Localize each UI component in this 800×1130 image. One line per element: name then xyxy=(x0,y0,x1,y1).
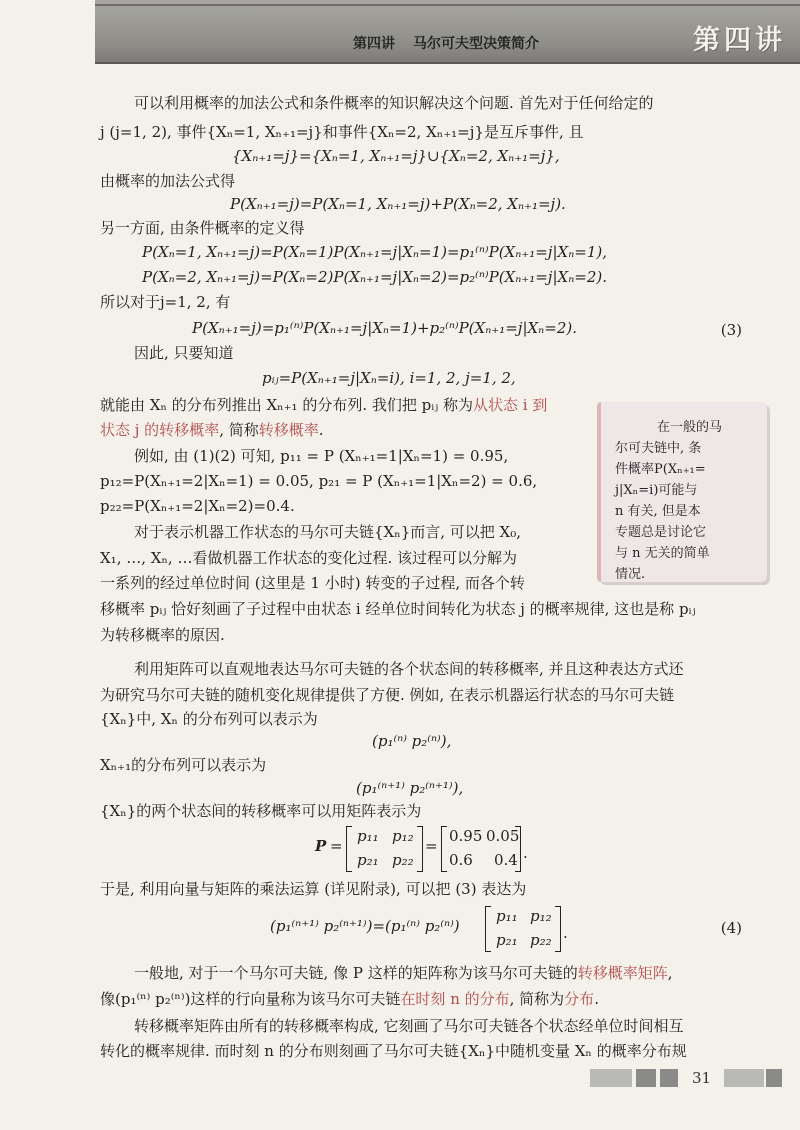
text-span: , xyxy=(667,964,673,982)
text-line: 转移概率矩阵由所有的转移概率构成, 它刻画了马尔可夫链各个状态经单位时间相互 xyxy=(134,1017,684,1035)
formula-line: {Xₙ₊₁=j}={Xₙ=1, Xₙ₊₁=j}∪{Xₙ=2, Xₙ₊₁=j}, xyxy=(232,147,560,165)
matrix-bracket-right xyxy=(515,826,521,872)
formula-line: P(Xₙ₊₁=j)=P(Xₙ=1, Xₙ₊₁=j)+P(Xₙ=2, Xₙ₊₁=j). xyxy=(230,195,566,213)
equals-sign: = xyxy=(330,837,343,855)
text-line: 可以利用概率的加法公式和条件概率的知识解决这个问题. 首先对于任何给定的 xyxy=(134,94,654,112)
header-brush-title: 第四讲 xyxy=(693,25,786,56)
side-note-line: 专题总是讨论它 xyxy=(615,525,707,540)
text-line: 为转移概率的原因. xyxy=(100,626,225,644)
matrix-cell: 0.95 xyxy=(449,827,483,845)
text-span: , 简称 xyxy=(219,421,259,439)
text-line: 转化的概率规律. 而时刻 n 的分布则刻画了马尔可夫链{Xₙ}中随机变量 Xₙ 的概率分布规 xyxy=(100,1042,687,1060)
text-line: 为研究马尔可夫链的随机变化规律提供了方便. 例如, 在表示机器运行状态的马尔可夫链 xyxy=(100,686,675,704)
text-line: 对于表示机器工作状态的马尔可夫链{Xₙ}而言, 可以把 X₀, xyxy=(134,523,522,541)
matrix-bracket-right xyxy=(417,826,423,872)
side-note xyxy=(597,402,767,582)
text-line: {Xₙ}的两个状态间的转移概率可以用矩阵表示为 xyxy=(100,802,422,820)
footer-bar xyxy=(766,1069,782,1087)
side-note-line: j|Xₙ=i)可能与 xyxy=(615,483,698,498)
text-span: 就能由 Xₙ 的分布列推出 Xₙ₊₁ 的分布列. 我们把 pᵢⱼ 称为 xyxy=(100,396,473,414)
side-note-line: n 有关, 但是本 xyxy=(615,504,701,519)
side-note-line: 与 n 无关的简单 xyxy=(615,546,710,561)
side-note-stripe xyxy=(597,402,601,582)
page-number: 31 xyxy=(692,1069,712,1087)
term-highlight: 从状态 i 到 xyxy=(473,396,548,414)
matrix-cell: p₁₁ xyxy=(496,907,518,925)
text-line: 移概率 pᵢⱼ 恰好刻画了子过程中由状态 i 经单位时间转化为状态 j 的概率规律, 这也是称 pᵢⱼ xyxy=(100,600,696,618)
matrix-cell: p₂₁ xyxy=(357,851,379,869)
matrix-symbol: P xyxy=(315,837,327,855)
text-line: j (j=1, 2), 事件{Xₙ=1, Xₙ₊₁=j}和事件{Xₙ=2, Xₙ₊₁=j}是互斥事件, 且 xyxy=(100,123,584,141)
text-line: 因此, 只要知道 xyxy=(134,344,234,362)
text-line: 所以对于j=1, 2, 有 xyxy=(100,293,231,311)
text-line xyxy=(100,398,547,413)
formula-line: (p₁⁽ⁿ⁺¹⁾ p₂⁽ⁿ⁺¹⁾), xyxy=(356,779,464,797)
formula-line: pᵢⱼ=P(Xₙ₊₁=j|Xₙ=i), i=1, 2, j=1, 2, xyxy=(262,369,516,387)
text-line: 于是, 利用向量与矩阵的乘法运算 (详见附录), 可以把 (3) 表达为 xyxy=(100,880,527,898)
text-line: 一系列的经过单位时间 (这里是 1 小时) 转变的子过程, 而各个转 xyxy=(100,574,525,592)
formula-line: (p₁⁽ⁿ⁾ p₂⁽ⁿ⁾), xyxy=(372,732,452,750)
term-highlight: 转移概率 xyxy=(258,421,319,439)
formula-line: P(Xₙ=2, Xₙ₊₁=j)=P(Xₙ=2)P(Xₙ₊₁=j|Xₙ=2)=p₂⁽ⁿ⁾P(Xₙ₊₁=j|Xₙ=2). xyxy=(142,268,607,286)
header-rule xyxy=(95,4,800,6)
footer-bar xyxy=(636,1069,656,1087)
formula-line: P(Xₙ=1, Xₙ₊₁=j)=P(Xₙ=1)P(Xₙ₊₁=j|Xₙ=1)=p₁⁽ⁿ⁾P(Xₙ₊₁=j|Xₙ=1), xyxy=(142,243,607,261)
lecture-title: 马尔可夫型决策简介 xyxy=(413,36,539,52)
matrix-cell: 0.4 xyxy=(494,851,518,869)
side-note-line: 在一般的马 xyxy=(657,420,723,435)
matrix-bracket-left xyxy=(485,906,491,952)
equals-sign: = xyxy=(425,837,438,855)
side-note-line: 尔可夫链中, 条 xyxy=(615,441,702,456)
text-span: 像(p₁⁽ⁿ⁾ p₂⁽ⁿ⁾)这样的行向量称为该马尔可夫链 xyxy=(100,990,401,1008)
lecture-number: 第四讲 xyxy=(353,36,395,52)
matrix-cell: p₁₁ xyxy=(357,827,379,845)
footer-bar xyxy=(590,1069,632,1087)
text-span: . xyxy=(318,421,324,439)
matrix-cell: p₁₂ xyxy=(530,907,552,925)
punctuation: . xyxy=(563,924,568,942)
text-line xyxy=(100,423,324,438)
text-span: , 简称为 xyxy=(509,990,565,1008)
text-line: 例如, 由 (1)(2) 可知, p₁₁ = P (Xₙ₊₁=1|Xₙ=1) = 0.95, xyxy=(134,447,509,465)
equation-number: (4) xyxy=(720,919,742,937)
side-note-line: 情况. xyxy=(615,567,646,582)
text-line xyxy=(100,992,599,1007)
text-line: 利用矩阵可以直观地表达马尔可夫链的各个状态间的转移概率, 并且这种表达方式还 xyxy=(134,660,684,678)
matrix-bracket-left xyxy=(346,826,352,872)
matrix-cell: 0.05 xyxy=(486,827,520,845)
matrix-cell: p₂₁ xyxy=(496,931,518,949)
footer-bar xyxy=(724,1069,764,1087)
matrix-bracket-right xyxy=(555,906,561,952)
equation-number: (3) xyxy=(720,321,742,339)
formula-line: P(Xₙ₊₁=j)=p₁⁽ⁿ⁾P(Xₙ₊₁=j|Xₙ=1)+p₂⁽ⁿ⁾P(Xₙ₊₁=j|Xₙ=2). xyxy=(192,319,577,337)
side-note-line: 件概率P(Xₙ₊₁= xyxy=(615,462,706,477)
matrix-cell: p₂₂ xyxy=(530,931,552,949)
matrix-cell: p₁₂ xyxy=(392,827,414,845)
term-highlight: 在时刻 n 的分布 xyxy=(400,990,510,1008)
formula-line: (p₁⁽ⁿ⁺¹⁾ p₂⁽ⁿ⁺¹⁾)=(p₁⁽ⁿ⁾ p₂⁽ⁿ⁾) xyxy=(270,917,460,935)
matrix-bracket-left xyxy=(441,826,447,872)
punctuation: . xyxy=(523,844,528,862)
text-line: p₂₂=P(Xₙ₊₁=2|Xₙ=2)=0.4. xyxy=(100,497,295,515)
text-line: X₁, …, Xₙ, …看做机器工作状态的变化过程. 该过程可以分解为 xyxy=(100,549,518,567)
text-line xyxy=(134,966,673,981)
matrix-cell: 0.6 xyxy=(449,851,473,869)
text-line: Xₙ₊₁的分布列可以表示为 xyxy=(100,756,267,774)
text-span: . xyxy=(594,990,599,1008)
term-highlight: 转移概率矩阵 xyxy=(577,964,668,982)
text-line: {Xₙ}中, Xₙ 的分布列可以表示为 xyxy=(100,710,318,728)
term-highlight: 分布 xyxy=(564,990,595,1008)
text-line: 另一方面, 由条件概率的定义得 xyxy=(100,219,305,237)
page-header xyxy=(95,0,800,64)
text-line: p₁₂=P(Xₙ₊₁=2|Xₙ=1) = 0.05, p₂₁ = P (Xₙ₊₁=1|Xₙ=2) = 0.6, xyxy=(100,472,538,490)
text-line: 由概率的加法公式得 xyxy=(100,172,236,190)
footer-bar xyxy=(660,1069,678,1087)
term-highlight: 状态 j 的转移概率 xyxy=(100,421,220,439)
text-span: 一般地, 对于一个马尔可夫链, 像 P 这样的矩阵称为该马尔可夫链的 xyxy=(134,964,578,982)
matrix-cell: p₂₂ xyxy=(392,851,414,869)
